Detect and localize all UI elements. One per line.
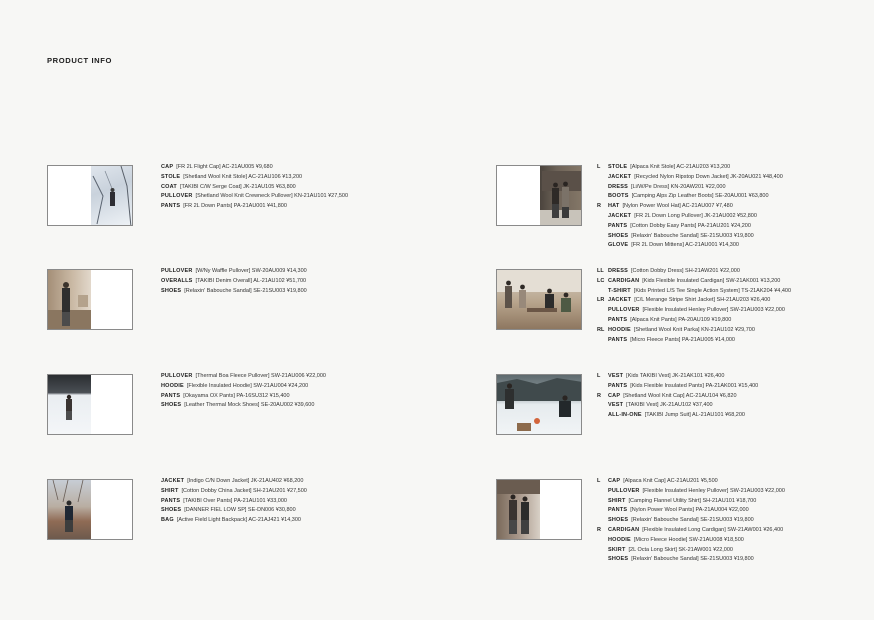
product-desc: [Flexible Insulated Hoodie] SW-21AU004 ¥24,200 (186, 382, 309, 389)
product-block (496, 479, 785, 565)
product-row (597, 392, 758, 402)
product-row (597, 287, 791, 297)
category-label: VEST (608, 402, 624, 409)
look-photo (48, 480, 91, 539)
product-desc: [Shetland Wool Knit Cap] AC-21AU104 ¥6,820 (623, 392, 737, 399)
product-block (496, 165, 783, 251)
model-position-label: L (597, 478, 601, 484)
product-row (597, 163, 783, 173)
product-desc: [Relaxin' Babouche Sandal] SE-21SU003 ¥19,800 (184, 287, 307, 294)
product-row (161, 163, 348, 173)
category-label: CAP (608, 478, 621, 484)
product-desc: [FR 2L Down Long Pullover] JK-21AU002 ¥52,800 (634, 212, 757, 219)
product-row (597, 326, 791, 336)
product-row (597, 277, 791, 287)
category-label: COAT (161, 183, 177, 190)
product-list (597, 372, 758, 435)
product-desc: [TAKIBI C/W Serge Coat] JK-21AU105 ¥63,800 (179, 183, 296, 190)
product-row (161, 173, 348, 183)
product-row (597, 316, 791, 326)
category-label: HAT (608, 203, 620, 210)
product-row (597, 296, 791, 306)
model-position-label: LR (597, 297, 605, 304)
product-block (47, 269, 307, 330)
product-desc: [Thermal Boa Fleece Pullover] SW-21AU006 ¥22,000 (195, 373, 326, 379)
look-thumbnail[interactable] (47, 165, 133, 226)
product-row (597, 526, 785, 536)
product-desc: [Micro Fleece Hoodie] SW-21AU008 ¥18,500 (633, 536, 744, 543)
product-row (597, 536, 785, 546)
model-position-label: RL (597, 326, 605, 333)
product-desc: [Cotton Dobby China Jacket] SH-21AU201 ¥27,500 (181, 487, 307, 494)
category-label: PANTS (608, 336, 628, 343)
product-row (597, 546, 785, 556)
product-row (597, 222, 783, 232)
category-label: SHIRT (608, 497, 626, 504)
category-label: SHOES (608, 517, 629, 524)
product-block (47, 165, 348, 226)
product-row (597, 192, 783, 202)
model-position-label: LC (597, 277, 605, 284)
product-row (161, 477, 307, 487)
product-row (161, 287, 307, 297)
model-position-label: R (597, 526, 601, 533)
product-desc: [W/Ny Waffle Pullover] SW-20AU009 ¥14,300 (195, 268, 307, 274)
product-row (597, 382, 758, 392)
product-block (47, 479, 307, 540)
product-list (161, 267, 307, 330)
product-row (597, 232, 783, 242)
product-desc: [Camping Flannel Utility Shirt] SH-21AU101 ¥18,700 (628, 497, 757, 504)
product-desc: [Recycled Nylon Ripstop Down Jacket] JK-20AU021 ¥48,400 (634, 173, 783, 180)
product-row (597, 477, 785, 487)
category-label: SKIRT (608, 546, 626, 553)
product-desc: [FR 2L Down Mittens] AC-21AU001 ¥14,300 (631, 242, 739, 249)
category-label: SHOES (161, 507, 182, 514)
product-desc: [TAKIBI Jump Suit] AL-21AU101 ¥68,200 (644, 412, 745, 419)
category-label: PULLOVER (608, 487, 640, 494)
product-row (597, 212, 783, 222)
product-row (161, 516, 307, 526)
product-desc: [Alpaca Knit Pants] PA-20AU109 ¥19,800 (630, 316, 732, 323)
product-list (161, 477, 307, 540)
category-label: GLOVE (608, 242, 629, 249)
look-thumbnail[interactable] (496, 479, 582, 540)
product-row (597, 372, 758, 382)
product-desc: [Shetland Wool Knit Stole] AC-21AU106 ¥13,200 (183, 173, 303, 180)
product-desc: [Relaxin' Babouche Sandal] SE-21SU003 ¥19,800 (631, 556, 754, 563)
category-label: SHIRT (161, 487, 179, 494)
look-thumbnail[interactable] (496, 269, 582, 330)
category-label: ALL-IN-ONE (608, 412, 642, 419)
product-row (597, 516, 785, 526)
product-desc: [C/L Merange Stripe Shirt Jacket] SH-21AU203 ¥26,400 (634, 297, 771, 304)
look-photo (497, 480, 540, 539)
model-position-label: LL (597, 268, 604, 274)
look-photo (48, 270, 91, 329)
look-thumbnail[interactable] (47, 479, 133, 540)
look-thumbnail[interactable] (496, 165, 582, 226)
product-desc: [Flexible Insulated Henley Pullover] SW-21AU003 ¥22,000 (642, 307, 785, 314)
product-row (161, 267, 307, 277)
product-desc: [Camping Alps Zip Leather Boots] SE-20AU001 ¥63,800 (631, 193, 769, 200)
model-position-label: L (597, 164, 601, 170)
product-desc: [Relaxin' Babouche Sandal] SE-21SU003 ¥19,800 (631, 517, 754, 524)
product-row (597, 401, 758, 411)
product-row (161, 382, 326, 392)
product-block (496, 374, 758, 435)
product-desc: [Cotton Dobby Dress] SH-21AW201 ¥22,000 (630, 268, 740, 274)
category-label: HOODIE (161, 382, 184, 389)
product-desc: [TAKIBI Denim Overall] AL-21AU102 ¥51,700 (195, 277, 307, 284)
category-label: PANTS (608, 222, 628, 229)
product-row (161, 497, 307, 507)
product-row (161, 192, 348, 202)
product-desc: [Kids Flexible Insulated Pants] PA-21AK001 ¥15,400 (630, 382, 759, 389)
product-row (597, 306, 791, 316)
product-desc: [Indigo C/N Down Jacket] JK-21AU402 ¥68,200 (187, 478, 304, 484)
product-desc: [Alpaca Knit Stole] AC-21AU203 ¥13,200 (630, 164, 731, 170)
category-label: SHOES (161, 287, 182, 294)
page-title: PRODUCT INFO (47, 56, 112, 65)
product-list (161, 372, 326, 435)
category-label: SHOES (608, 232, 629, 239)
product-row (597, 241, 783, 251)
category-label: BOOTS (608, 193, 629, 200)
category-label: CAP (608, 392, 621, 399)
model-position-label: R (597, 203, 601, 210)
product-desc: [2L Octa Long Skirt] SK-21AW001 ¥22,000 (628, 546, 733, 553)
look-thumbnail[interactable] (496, 374, 582, 435)
product-desc: [Alpaca Knit Cap] AC-21AU201 ¥5,500 (623, 478, 718, 484)
product-block (47, 374, 326, 435)
product-desc: [TAKIBI Vest] JK-21AU102 ¥37,400 (626, 402, 713, 409)
category-label: PANTS (161, 392, 181, 399)
product-desc: [Nylon Power Wool Hat] AC-21AU007 ¥7,480 (622, 203, 733, 210)
product-block (496, 269, 791, 345)
product-row (161, 183, 348, 193)
product-desc: [FR 2L Down Pants] PA-21AU001 ¥41,800 (183, 203, 287, 210)
category-label: PANTS (608, 316, 628, 323)
product-desc: [Kids Printed L/S Tee Single Action System] TS-21AK204 ¥4,400 (633, 287, 792, 294)
category-label: PULLOVER (161, 193, 193, 200)
product-desc: [Kids TAKIBI Vest] JK-21AK101 ¥26,400 (626, 373, 725, 379)
category-label: DRESS (608, 268, 628, 274)
product-row (161, 487, 307, 497)
product-list (597, 267, 791, 345)
category-label: PULLOVER (161, 268, 193, 274)
category-label: VEST (608, 373, 624, 379)
category-label: BAG (161, 517, 174, 524)
product-desc: [Flexible Insulated Long Cardigan] SW-21AW001 ¥26,400 (642, 526, 784, 533)
category-label: PANTS (608, 382, 628, 389)
look-photo (540, 166, 582, 225)
look-thumbnail[interactable] (47, 374, 133, 435)
category-label: DRESS (608, 183, 628, 190)
category-label: STOLE (608, 164, 628, 170)
category-label: CARDIGAN (608, 277, 640, 284)
product-desc: [Okayama OX Pants] PA-16SU312 ¥15,400 (183, 392, 290, 399)
category-label: SHOES (608, 556, 629, 563)
category-label: HOODIE (608, 536, 631, 543)
model-position-label: L (597, 373, 601, 379)
category-label: PULLOVER (608, 307, 640, 314)
category-label: SHOES (161, 402, 182, 409)
product-desc: [TAKIBI Over Pants] PA-21AU101 ¥33,000 (183, 497, 287, 504)
category-label: CAP (161, 164, 174, 170)
product-row (161, 277, 307, 287)
product-list (597, 163, 783, 251)
product-row (597, 487, 785, 497)
product-row (161, 401, 326, 411)
look-thumbnail[interactable] (47, 269, 133, 330)
look-photo (497, 270, 582, 329)
product-desc: [Shetland Wool Knit Parka] KN-21AU102 ¥29,700 (633, 326, 755, 333)
product-row (597, 183, 783, 193)
category-label: HOODIE (608, 326, 631, 333)
product-desc: [Shetland Wool Knit Crewneck Pullover] KN-21AU101 ¥27,500 (195, 193, 349, 200)
product-row (161, 202, 348, 212)
category-label: JACKET (161, 478, 185, 484)
product-desc: [Cotton Dobby Easy Pants] PA-21AU201 ¥24,200 (630, 222, 751, 229)
category-label: T-SHIRT (608, 287, 631, 294)
product-row (597, 173, 783, 183)
category-label: OVERALLS (161, 277, 193, 284)
product-row (597, 267, 791, 277)
product-desc: [Li/W/Pe Dress] KN-20AW201 ¥22,000 (630, 183, 726, 190)
category-label: PULLOVER (161, 373, 193, 379)
product-row (597, 506, 785, 516)
product-row (597, 202, 783, 212)
product-desc: [Flexible Insulated Henley Pullover] SW-21AU003 ¥22,000 (642, 487, 785, 494)
product-row (597, 411, 758, 421)
category-label: CARDIGAN (608, 526, 640, 533)
category-label: JACKET (608, 212, 632, 219)
product-desc: [Kids Flexible Insulated Cardigan] SW-21AK001 ¥13,200 (642, 277, 781, 284)
product-list (161, 163, 348, 226)
product-row (161, 506, 307, 516)
look-photo (48, 375, 91, 434)
product-desc: [Leather Thermal Mock Shoes] SE-20AU002 ¥39,600 (184, 402, 315, 409)
product-desc: [Active Field Light Backpack] AC-21AJ421 ¥14,300 (176, 517, 301, 524)
category-label: PANTS (608, 507, 628, 514)
product-list (597, 477, 785, 565)
product-row (597, 497, 785, 507)
category-label: STOLE (161, 173, 181, 180)
look-photo (497, 375, 582, 434)
product-row (597, 555, 785, 565)
product-desc: [Relaxin' Babouche Sandal] SE-21SU003 ¥19,800 (631, 232, 754, 239)
product-row (161, 392, 326, 402)
look-photo (91, 166, 133, 225)
category-label: PANTS (161, 497, 181, 504)
product-desc: [FR 2L Flight Cap] AC-21AU005 ¥9,680 (176, 164, 273, 170)
category-label: JACKET (608, 297, 632, 304)
product-desc: [Nylon Power Wool Pants] PA-21AU004 ¥22,000 (630, 507, 749, 514)
model-position-label: R (597, 392, 601, 399)
category-label: PANTS (161, 203, 181, 210)
product-desc: [Micro Fleece Pants] PA-21AU005 ¥14,000 (630, 336, 735, 343)
product-row (161, 372, 326, 382)
product-row (597, 336, 791, 346)
product-desc: [DANNER FIEL LOW SP] SE-DN006 ¥30,800 (184, 507, 296, 514)
category-label: JACKET (608, 173, 632, 180)
